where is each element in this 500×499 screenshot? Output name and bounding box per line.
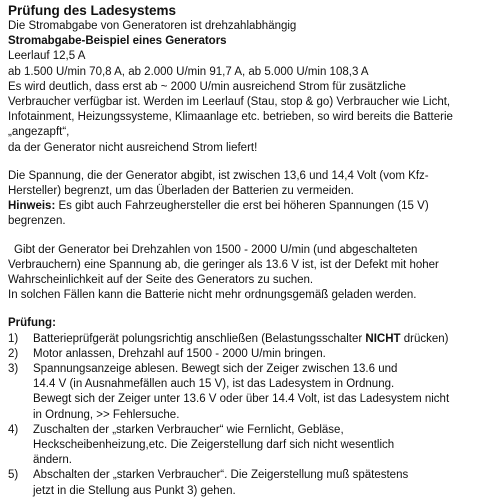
step-text-emphasis: NICHT <box>365 332 401 345</box>
step-number: 5) <box>8 469 19 482</box>
step-text <box>33 332 492 347</box>
step-text <box>33 468 492 498</box>
step-line: in Ordnung, >> Fehlersuche. <box>33 408 180 421</box>
step-number: 1) <box>8 332 19 345</box>
step-text <box>33 362 492 423</box>
paragraph-line: da der Generator nicht ausreichend Strom liefert! <box>8 141 258 154</box>
step-line: ändern. <box>33 454 73 467</box>
intro-text: Die Stromabgabe von Generatoren ist drehzahlabhängig <box>8 20 297 32</box>
idle-current: Leerlauf 12,5 A <box>8 50 86 63</box>
list-item <box>8 423 492 469</box>
check-heading: Prüfung: <box>8 317 56 330</box>
hint-line-2: begrenzen. <box>8 215 66 228</box>
list-item <box>8 468 492 498</box>
rpm-current-values: ab 1.500 U/min 70,8 A, ab 2.000 U/min 91,7 A, ab 5.000 U/min 108,3 A <box>8 65 369 78</box>
paragraph-line: Verbrauchern) eine Spannung ab, die geringer als 13.6 V ist, ist der Defekt mit hoher <box>8 258 439 271</box>
step-text-part: drücken) <box>400 332 449 345</box>
hint-text: Es gibt auch Fahrzeughersteller die erst bei höheren Spannungen (15 V) <box>55 200 429 213</box>
step-text-part: Batterieprüfgerät polungsrichtig anschließen (Belastungsschalter <box>33 332 366 345</box>
hint-line <box>8 199 492 214</box>
step-line: Heckscheibenheizung,etc. Die Zeigerstellung darf sich nicht wesentlich <box>33 439 395 452</box>
example-heading: Stromabgabe-Beispiel eines Generators <box>8 35 227 48</box>
list-item <box>8 362 492 423</box>
step-number: 4) <box>8 423 19 436</box>
paragraph-line: Gibt der Generator bei Drehzahlen von 1500 - 2000 U/min (und abgeschalteten <box>14 243 418 256</box>
step-line: jetzt in die Stellung aus Punkt 3) gehen. <box>33 484 236 497</box>
paragraph-line: „angezapft“, <box>8 126 70 139</box>
paragraph-line: In solchen Fällen kann die Batterie nicht mehr ordnungsgemäß geladen werden. <box>8 289 417 302</box>
step-line: Spannungsanzeige ablesen. Bewegt sich der Zeiger zwischen 13.6 und <box>33 363 398 376</box>
steps-list <box>8 332 492 499</box>
step-number: 2) <box>8 347 19 360</box>
step-line: Zuschalten der „starken Verbraucher“ wie Fernlicht, Gebläse, <box>33 423 344 436</box>
step-line: Abschalten der „starken Verbraucher“. Die Zeigerstellung muß spätestens <box>33 469 409 482</box>
step-line: Bewegt sich der Zeiger unter 13.6 V oder über 14.4 Volt, ist das Ladesystem nicht <box>33 393 450 406</box>
list-item <box>8 347 492 362</box>
paragraph-line: Infotainment, Heizungssysteme, Klimaanlage etc. betrieben, so wird bereits die Batterie <box>8 111 453 124</box>
step-line: 14.4 V (in Ausnahmefällen auch 15 V), ist das Ladesystem in Ordnung. <box>33 378 395 391</box>
paragraph-3 <box>8 243 492 304</box>
page-title: Prüfung des Ladesystems <box>8 3 177 18</box>
step-text <box>33 423 492 469</box>
paragraph-2 <box>8 169 492 230</box>
paragraph-line: Die Spannung, die der Generator abgibt, ist zwischen 13,6 und 14,4 Volt (vom Kfz- <box>8 169 429 182</box>
paragraph-1 <box>8 80 492 156</box>
paragraph-line: Wahrscheinlichkeit auf der Seite des Generators zu suchen. <box>8 274 314 287</box>
list-item <box>8 332 492 347</box>
paragraph-line: Hersteller) begrenzt, um das Überladen der Batterien zu vermeiden. <box>8 185 354 198</box>
step-number: 3) <box>8 363 19 376</box>
paragraph-line: Verbraucher verfügbar ist. Werden im Leerlauf (Stau, stop & go) Verbraucher wie Licht, <box>8 96 451 109</box>
step-text: Motor anlassen, Drehzahl auf 1500 - 2000 U/min bringen. <box>33 347 326 360</box>
hint-label: Hinweis: <box>8 200 56 213</box>
paragraph-line: Es wird deutlich, dass erst ab ~ 2000 U/min ausreichend Strom für zusätzliche <box>8 80 406 93</box>
